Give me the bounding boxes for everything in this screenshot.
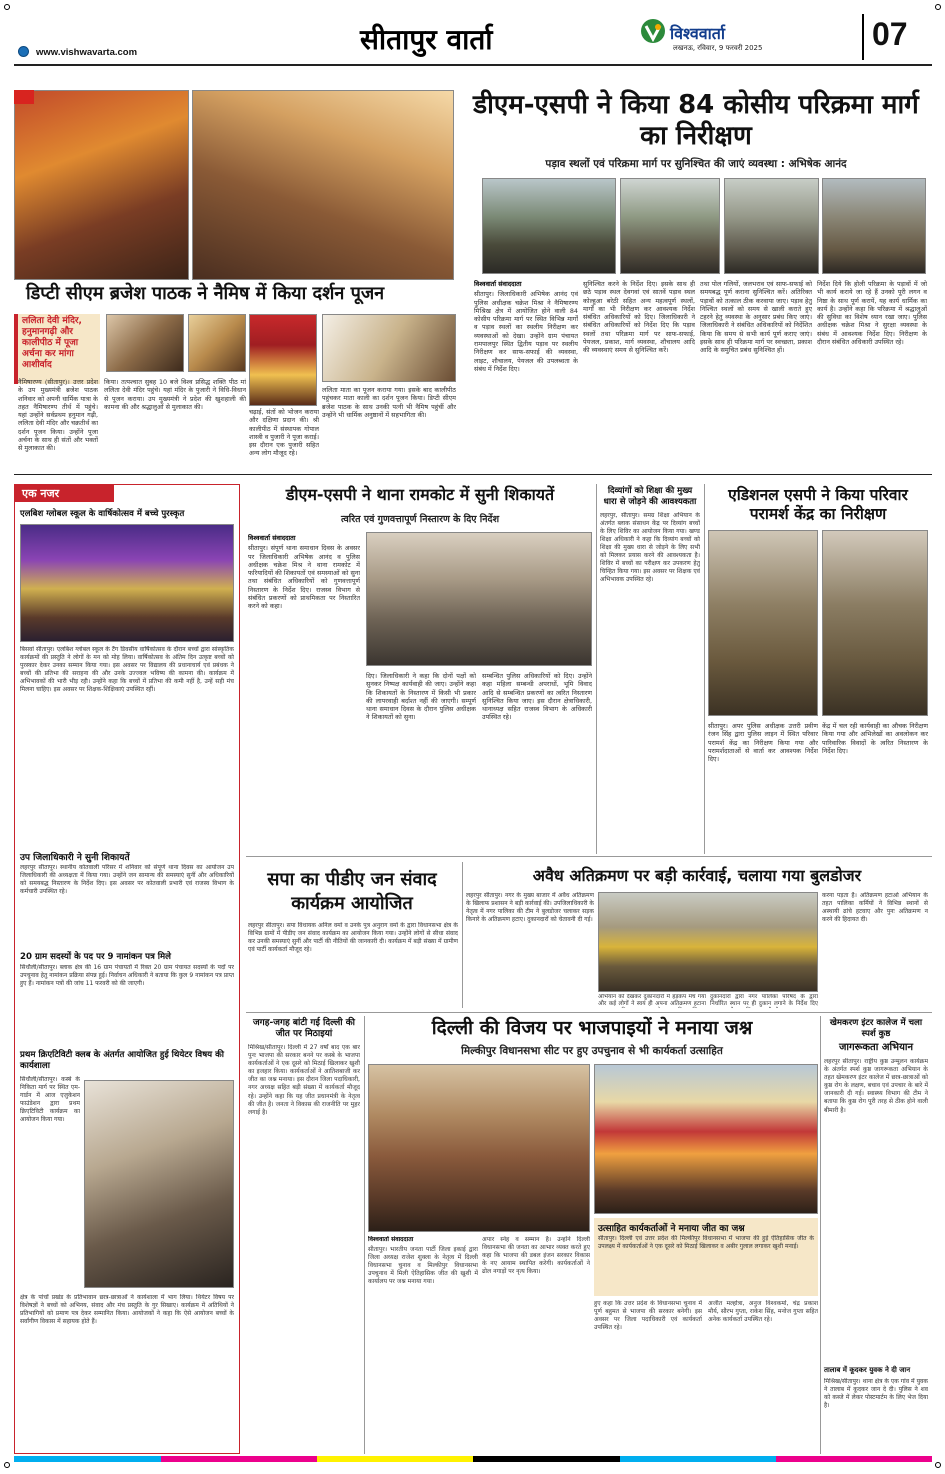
divyang-body: लहरपुर, सीतापुर। समग्र शिक्षा अभियान के अंतर्गत ब्लाक संसाधन केंद्र पर दिव्यांग बच्चों के लिए शिविर का आयोजन किया गया। खण्ड शिक्षा अधिकारी ने कहा कि दिव्यांग बच्चों को शिक्षा की मुख्य धारा से जोड़ने के लिए सभी को मिलकर प्रयास करने की आवश्यकता है। शिविर में बच्चों का परीक्षण कर उपकरण हेतु चिन्हित किया गया। इस अवसर पर शिक्षक एवं अभिभावक उपस्थित रहे।: [600, 512, 700, 583]
lead-photo-2: [620, 178, 720, 274]
pathak-photo-deity: [249, 314, 317, 406]
parivar-col-1: सीतापुर। अपर पुलिस अधीक्षक उत्तरी प्रवीण रंजन सिंह द्वारा पुलिस लाइन में स्थित परिवार परामर्श केंद्र का निरीक्षण किया गया और परामर्शदाताओं से वार्ता कर आवश्यक निर्देश दिए।: [708, 722, 818, 764]
atikraman-photo-bulldozer: [598, 892, 818, 992]
column-rule: [704, 484, 705, 854]
delhi-photo-1: [368, 1064, 590, 1232]
brand-logo-icon: [640, 18, 666, 44]
lead-col-1: विश्ववार्ता संवाददाता सीतापुर। जिलाधिकारी अभिषेक आनंद एवं पुलिस अधीक्षक चक्रेश मिश्रा ने नैमिषारण्य मिश्रिख क्षेत्र में आयोजित होने वाली 84 कोसीय परिक्रमा मार्ग पर स्थित विभिन्न मार्गों व पड़ाव स्थलों का स्थलीय निरीक्षण कर व्यवस्थाओं को देखा। उन्होंने ग्राम पंचायत रामपालपुर स्थित द्वितीय पड़ाव पर स्थलीय निरीक्षण कर साफ-सफाई की व्यवस्था, लाइट, शौचालय, पेयजल की उपलब्धता के संबंध में निर्देश दिए।: [474, 280, 578, 373]
ramkot-headline: डीएम-एसपी ने थाना रामकोट में सुनी शिकायतें: [285, 485, 555, 504]
delhi-col-3: हुए कहा कि उत्तर प्रदेश के विधानसभा चुनाव में पूर्ण बहुमत से भाजपा की सरकार बनेगी। इस अवसर पर जिला पदाधिकारी एवं कार्यकर्ता उपस्थित रहे।: [594, 1300, 702, 1332]
registration-mark: [935, 1462, 941, 1468]
ek-nazar-story-3-title: 20 ग्राम सदस्यों के पद पर 9 नामांकन पत्र मिले: [20, 952, 171, 962]
parivar-headline: एडिशनल एसपी ने किया परिवार परामर्श केंद्र का निरीक्षण: [728, 486, 908, 523]
lead-headline: डीएम-एसपी ने किया 84 कोसीय परिक्रमा मार्ग का निरीक्षण: [473, 90, 919, 151]
khemkaran-story-2-title: तालाब में कूदकर युवक ने दी जान: [824, 1366, 911, 1374]
ramkot-col-1: विश्ववार्ता संवाददाता सीतापुर। संपूर्ण थाना समाधान दिवस के अवसर पर जिलाधिकारी अभिषेक आनंद व पुलिस अधीक्षक चक्रेश मिश्र ने थाना रामकोट में फरियादियों की शिकायतों एवं समस्याओं को सुना तथा संबंधित अधिकारियों को गुणवत्तापूर्ण निस्तारण के निर्देश दिए। राजस्व विभाग से संबंधित प्रकरणों को प्राथमिकता पर निस्तारित करने को कहा।: [248, 534, 360, 611]
column-rule: [820, 1016, 821, 1454]
pathak-col-4: ललिता माता का पूजन कराया गया। इसके बाद कालीपीठ पहुंचकर माता काली का दर्शन पूजन किया। डिप्टी सीएम ब्रजेश पाठक के साथ उनकी पत्नी भी नैमिष पहुंचीं और उन्होंने भी धार्मिक अनुष्ठानों में सहभागिता की।: [322, 386, 456, 419]
pathak-headline: डिप्टी सीएम ब्रजेश पाठक ने नैमिष में किया दर्शन पूजन: [26, 283, 385, 304]
masthead-divider: [862, 14, 864, 60]
lead-col-3: तथा पोल गलियों, जलभराव एवं साफ-सफाई को समयबद्ध पूर्ण कराना सुनिश्चित करें। अतिरिक्त पड़ावों को तत्काल ठीक करवाया जाए। पड़ाव हेतु निश्चित स्थलों को समय से खाली कराते हुए टहरने हेतु व्यवस्था के अनुसार प्रबंध किए जाएं। जिलाधिकारी ने संबंधित अधिकारियों को निर्देशित किया कि समय से सभी कार्य पूर्ण कराए जाएं। इसके साथ ही परिक्रमा मार्ग पर स्वच्छता, प्रकाश आदि के समुचित प्रबंध सुनिश्चित हों।: [700, 280, 812, 355]
atikraman-headline: अवैध अतिक्रमण पर बड़ी कार्रवाई, चलाया गया बुलडोजर: [532, 866, 862, 885]
ramkot-col-2: दिए। जिलाधिकारी ने कहा कि दोनों पक्षों को सुनकर निष्पक्ष कार्यवाही की जाए। उन्होंने कहा कि शिकायतों के निस्तारण में किसी भी प्रकार की लापरवाही बर्दाश्त नहीं की जाएगी। सम्पूर्ण थाना समाधान दिवस के दौरान पुलिस अधीक्षक ने शिकायतों को सुना।: [366, 672, 476, 722]
delhi-col-1: विश्ववार्ता संवाददाता सीतापुर। भारतीय जनता पार्टी जिला इकाई द्वारा जिला अध्यक्ष राजेश शुक्ला के नेतृत्व में दिल्ली विधानसभा चुनाव व मिल्कीपुर विधानसभा उपचुनाव में मिली ऐतिहासिक जीत की खुशी में कार्यालय पर जश्न मनाया गया।: [368, 1236, 478, 1286]
atikraman-col-3: दुकानदारों द्वारा नगर पालिका परिषद के द्वारा निर्धारित स्थान पर ही दुकान लगाने के निर्देश दिए: [710, 994, 818, 1007]
pathak-photo-small-1: [106, 314, 184, 372]
edition-title: सीतापुर वार्ता: [360, 23, 493, 56]
ek-nazar-story-4-side: सिधौली/सीतापुर। कस्बे के निकिता मार्ग पर स्थित एम-गार्डन में आज एजुकेशन फाउंडेशन द्वारा प्रथम क्रिएटिविटी कार्यक्रम का आयोजन किया गया।: [20, 1076, 80, 1123]
parivar-photo-2: [822, 530, 928, 716]
site-url[interactable]: www.vishwavarta.com: [36, 47, 138, 58]
pathak-kicker-box: [14, 314, 100, 384]
sapa-body: लहरपुर सीतापुर। सपा विधायक अनिल वर्मा व उनके पुत्र अनुराग वर्मा के द्वारा विधानसभा क्षेत्र के विभिन्न ग्रामों में पीडीए जन संवाद कार्यक्रम का आयोजन किया गया। उन्होंने लोगों से सीधा संवाद कर उनकी समस्याएं सुनीं और पार्टी की नीतियों की जानकारी दी। कार्यक्रम में बड़ी संख्या में ग्रामीण एवं पार्टी कार्यकर्ता मौजूद रहे।: [248, 922, 458, 953]
lead-col-2: सुनिश्चित करने के निर्देश दिए। इसके साथ ही छठे पड़ाव स्थल देवगवां एवं सातवें पड़ाव स्थल कोल्हुआ बरेठी सहित अन्य महत्वपूर्ण स्थलों, मार्गों का भी निरीक्षण कर आवश्यक निर्देश संबंधित अधिकारियों को दिए। जिलाधिकारी ने संबंधित अधिकारियों को निर्देश दिए कि पड़ाव स्थलों तथा परिक्रमा मार्ग पर साफ-सफाई, पेयजल, प्रकाश, मार्ग व्यवस्था, शौचालय आदि की व्यवस्थाएं समय से सुनिश्चित करें।: [583, 280, 695, 355]
khemkaran-story-2-body: मिश्रिख/सीतापुर। थाना क्षेत्र के एक गांव में युवक ने तालाब में कूदकर जान दे दी। पुलिस ने शव को कब्जे में लेकर पोस्टमार्टम के लिए भेज दिया है।: [824, 1378, 928, 1409]
pathak-col-1: नैमिषारण्य (सीतापुर)। उत्तर प्रदेश के उप मुख्यमंत्री ब्रजेश पाठक शनिवार को अपनी धार्मिक यात्रा के तहत नैमिषारण्य तीर्थ में पहुंचे। यहां उन्होंने सर्वप्रथम हनुमान गढ़ी, ललिता देवी मंदिर और चक्रतीर्थ का दर्शन पूजन किया। उन्होंने पूजा अर्चना के साथ ही संतों और भक्तों से मुलाकात की।: [18, 378, 98, 453]
section-rule: [14, 474, 932, 475]
sapa-headline: सपा का पीडीए जन संवाद कार्यक्रम आयोजित: [267, 869, 437, 914]
ramkot-col-3: सम्बन्धित पुलिस अधिकारियों को दिए। उन्होंने कहा महिला सम्बन्धी अपराधों, भूमि विवाद आदि से सम्बन्धित प्रकरणों का त्वरित निस्तारण सुनिश्चित किया जाए। इस दौरान क्षेत्राधिकारी, थानाध्यक्ष सहित राजस्व विभाग के अधिकारी उपस्थित रहे।: [482, 672, 592, 722]
lead-subheadline: पड़ाव स्थलों एवं परिक्रमा मार्ग पर सुनिश्चित की जाएं व्यवस्था : अभिषेक आनंद: [545, 158, 847, 170]
ek-nazar-story-1-title: एलबिश ग्लोबल स्कूल के वार्षिकोत्सव में बच्चे पुरस्कृत: [20, 509, 185, 519]
ek-nazar-story-1-body: बिसवां सीतापुर। एलबिश ग्लोबल स्कूल के टैंग डिवसीय वार्षिकोत्सव के दौरान बच्चों द्वारा सांस्कृतिक कार्यक्रमों की प्रस्तुति ने लोगों के मन को मोह लिया। वार्षिकोत्सव के अंतिम दिन उत्कृष्ट बच्चों को पुरस्कार देकर उनका सम्मान किया गया। इस अवसर पर विद्यालय की प्रधानाचार्य एवं प्रबंधक ने बच्चों की प्रतिभा की सराहना की और उनके उज्ज्वल भविष्य की कामना की। कार्यक्रम में अभिभावकों की भारी भीड़ रही। उन्होंने कहा कि बच्चों में प्रतिभा की कमी नहीं है, उन्हें सही मंच मिलना चाहिए। इस अवसर पर शिक्षक-शिक्षिकाएं उपस्थित रहीं।: [20, 646, 234, 693]
pathak-photo-small-2: [188, 314, 246, 372]
ek-nazar-story-2-title: उप जिलाधिकारी ने सुनी शिकायतें: [20, 853, 130, 863]
delhi-subheadline: मिल्कीपुर विधानसभा सीट पर हुए उपचुनाव से भी कार्यकर्ता उत्साहित: [461, 1045, 723, 1057]
registration-mark: [935, 4, 941, 10]
print-color-bar: [14, 1456, 932, 1462]
brand-name: विश्ववार्ता: [670, 24, 726, 43]
ek-nazar-story-4-body: क्षेत्र के पांचों प्रखंड के प्रतिभावान छात्र-छात्राओं ने कार्यशाला में भाग लिया। थियेटर विषय पर विशेषज्ञों ने बच्चों को अभिनय, संवाद और मंच प्रस्तुति के गुर सिखाए। कार्यक्रम में अतिथियों ने प्रतिभागियों को प्रमाण पत्र देकर सम्मानित किया। आयोजकों ने कहा कि ऐसे आयोजन बच्चों के सर्वांगीण विकास में सहायक होते हैं।: [20, 1294, 234, 1325]
mithai-body: मिश्रिख/सीतापुर। दिल्ली में 27 वर्षों बाद एक बार पुनः भाजपा की सरकार बनने पर कस्बे के भाजपा कार्यकर्ताओं ने एक दूसरे को मिठाई खिलाकर खुशी का इजहार किया। कार्यकर्ताओं ने आतिशबाजी कर जीत का जश्न मनाया। इस दौरान जिला पदाधिकारी, नगर अध्यक्ष सहित बड़ी संख्या में कार्यकर्ता मौजूद रहे। उन्होंने कहा कि यह जीत प्रधानमंत्री के नेतृत्व की जीत है। जनता ने विकास की राजनीति पर मुहर लगाई है।: [248, 1044, 360, 1116]
ramkot-photo: [366, 532, 592, 666]
lead-photo-4: [822, 178, 926, 274]
ek-nazar-story-4-title: प्रथम क्रिएटिविटी क्लब के अंतर्गत आयोजित हुई थियेटर विषय की कार्यशाला: [20, 1050, 224, 1071]
pathak-photo-red-tag: [14, 90, 34, 104]
column-rule: [364, 1016, 365, 1454]
delhi-headline: दिल्ली की विजय पर भाजपाइयों ने मनाया जश्न: [431, 1017, 753, 1039]
pathak-photo-puja: [192, 90, 454, 280]
khemkaran-kicker: खेमकरण इंटर कालेज में चला स्पर्श कुष्ठ: [829, 1018, 923, 1039]
ramkot-subheadline: त्वरित एवं गुणवत्तापूर्ण निस्तारण के दिए निर्देश: [340, 514, 500, 525]
globe-icon: [18, 46, 29, 57]
lead-photo-3: [724, 178, 819, 274]
masthead-rule: [14, 64, 932, 66]
lead-photo-1: [482, 178, 616, 274]
delhi-caption-body: सीतापुर। दिल्ली एवं उत्तर प्रदेश की मिल्कीपुर विधानसभा में भाजपा की हुई ऐतिहासिक जीत के उपलक्ष्य में कार्यकर्ताओं ने एक दूसरे को मिठाई खिलाकर व अबीर गुलाल लगाकर खुशी मनाई।: [598, 1235, 814, 1250]
atikraman-col-1: लहरपुर सीतापुर। नगर के मुख्य बाजार में अवैध अतिक्रमण के खिलाफ प्रशासन ने बड़ी कार्रवाई की। उपजिलाधिकारी के नेतृत्व में नगर पालिका की टीम ने बुलडोजर चलाकर सड़क किनारे के अतिक्रमण हटाए। दुकानदारों को चेतावनी दी गई।: [466, 892, 594, 923]
registration-mark: [4, 1462, 10, 1468]
registration-mark: [4, 4, 10, 10]
ek-nazar-photo-workshop: [84, 1080, 234, 1288]
section-rule: [246, 856, 932, 857]
parivar-photo-1: [708, 530, 818, 716]
delhi-caption-box: [594, 1218, 818, 1296]
pathak-kicker: ललिता देवी मंदिर, हनुमानगढ़ी और कालीपीठ में पूजा अर्चना कर मांगा आशीर्वाद: [22, 316, 82, 370]
ek-nazar-story-2-body: लहरपुर सीतापुर। स्थानीय कोतवाली परिसर में शनिवार को संपूर्ण थाना दिवस का आयोजन उप जिलाधिकारी की अध्यक्षता में किया गया। उन्होंने जन सामान्य की समस्याएं सुनीं और अधिकारियों को समयबद्ध निस्तारण के निर्देश दिए। इस अवसर पर कोतवाली प्रभारी एवं राजस्व विभाग के कर्मचारी उपस्थित रहे।: [20, 864, 234, 895]
column-rule: [596, 484, 597, 854]
section-rule: [246, 1012, 932, 1013]
delhi-col-2: अपार स्नेह व सम्मान है। उन्होंने दिल्ली विधानसभा की जनता का आभार व्यक्त करते हुए कहा कि भाजपा की डबल इंजन सरकार विकास के नए आयाम स्थापित करेगी। कार्यकर्ताओं ने ढोल नगाड़ों पर नृत्य किया।: [482, 1236, 590, 1276]
pathak-photo-temple: [14, 90, 189, 280]
delhi-photo-2: [594, 1064, 818, 1214]
pathak-col-2: किया। तत्पश्चात सुबह 10 बजे विश्व प्रसिद्ध शक्ति पीठ मां ललिता देवी मंदिर पहुंचे। यहां मंदिर के पुजारी ने विधि-विधान से पूजन कराया। उप मुख्यमंत्री ने प्रदेश की खुशहाली की कामना की और श्रद्धालुओं से मुलाकात की।: [104, 378, 246, 411]
pathak-photo-group: [322, 314, 456, 382]
ek-nazar-label: एक नजर: [14, 484, 114, 502]
atikraman-col-2: अभियान को देखकर दुकानदारों में हड़कंप मच गया और कई लोगों ने स्वयं ही अपना अतिक्रमण हटाना: [598, 994, 706, 1007]
ek-nazar-photo-school: [20, 524, 234, 642]
divyang-headline: दिव्यांगों को शिक्षा की मुख्य धारा से जोड़ने की आवश्यकता: [603, 486, 697, 507]
parivar-col-2: केंद्र में चल रही कार्यवाही का औचक निरीक्षण किया गया और अभिलेखों का अवलोकन कर पारिवारिक विवादों के त्वरित निस्तारण के निर्देश दिए।: [822, 722, 928, 755]
delhi-col-4: अजीत मल्होत्रा, अनुज विश्वकर्मा, चंद्र प्रकाश मौर्य, सौरभ गुप्ता, राकेश सिंह, मनोज गुप्ता सहित अनेक कार्यकर्ता उपस्थित रहे।: [708, 1300, 818, 1324]
ek-nazar-story-3-body: सिधौली/सीतापुर। ब्लाक क्षेत्र की 16 ग्राम पंचायतों में रिक्त 20 ग्राम पंचायत सदस्यों के पदों पर उपचुनाव हेतु नामांकन प्रक्रिया संपन्न हुई। निर्वाचन अधिकारी ने बताया कि कुल 9 नामांकन पत्र प्राप्त हुए हैं। नामांकन पत्रों की जांच 11 फरवरी को की जाएगी।: [20, 964, 234, 987]
khemkaran-headline: जागरूकता अभियान: [838, 1042, 914, 1053]
khemkaran-body: लहरपुर सीतापुर। राष्ट्रीय कुष्ठ उन्मूलन कार्यक्रम के अंतर्गत स्पर्श कुष्ठ जागरूकता अभियान के तहत खेमकरण इंटर कालेज में छात्र-छात्राओं को कुष्ठ रोग के लक्षण, बचाव एवं उपचार के बारे में जानकारी दी गई। स्वास्थ्य विभाग की टीम ने बताया कि कुष्ठ रोग पूरी तरह से ठीक होने वाली बीमारी है।: [824, 1058, 928, 1114]
atikraman-col-4: करना पड़ता है। अतिक्रमण हटाओ अभियान के तहत पालिका कर्मियों ने विभिन्न स्थानों से अस्थायी ढांचे हटवाए और पुनः अतिक्रमण न करने की हिदायत दी।: [822, 892, 928, 923]
delhi-caption-title: उत्साहित कार्यकर्ताओं ने मनाया जीत का जश्न: [598, 1224, 745, 1234]
mithai-headline: जगह-जगह बांटी गई दिल्ली की जीत पर मिठाइयां: [253, 1018, 355, 1039]
lead-col-4: निर्देश दिये कि होली परिक्रमा के पड़ावों में जो भी कार्य कराये जा रहे हैं उनको पूरी लगन व निष्ठा के साथ पूर्ण करायें, यह कार्य धार्मिक का कार्य है। उन्होंने कहा कि परिक्रमा में श्रद्धालुओं की सुविधा का विशेष ध्यान रखा जाए। पुलिस अधीक्षक चक्रेश मिश्रा ने सुरक्षा व्यवस्था के संबंध में आवश्यक निर्देश दिए। निरीक्षण के दौरान संबंधित अधिकारी उपस्थित रहे।: [817, 280, 927, 347]
pathak-col-3: चढ़ाई, संतों को भोजन कराया और दक्षिणा प्रदान की। श्री कालीपीठ में संस्थापक गोपाल शास्त्री व पुजारी ने पूजा कराई। इस दौरान एक पुजारी सहित अन्य लोग मौजूद रहे।: [249, 408, 319, 458]
page-number: 07: [872, 16, 908, 52]
dateline: लखनऊ, रविवार, 9 फरवरी 2025: [673, 44, 763, 52]
column-rule: [462, 862, 463, 1008]
